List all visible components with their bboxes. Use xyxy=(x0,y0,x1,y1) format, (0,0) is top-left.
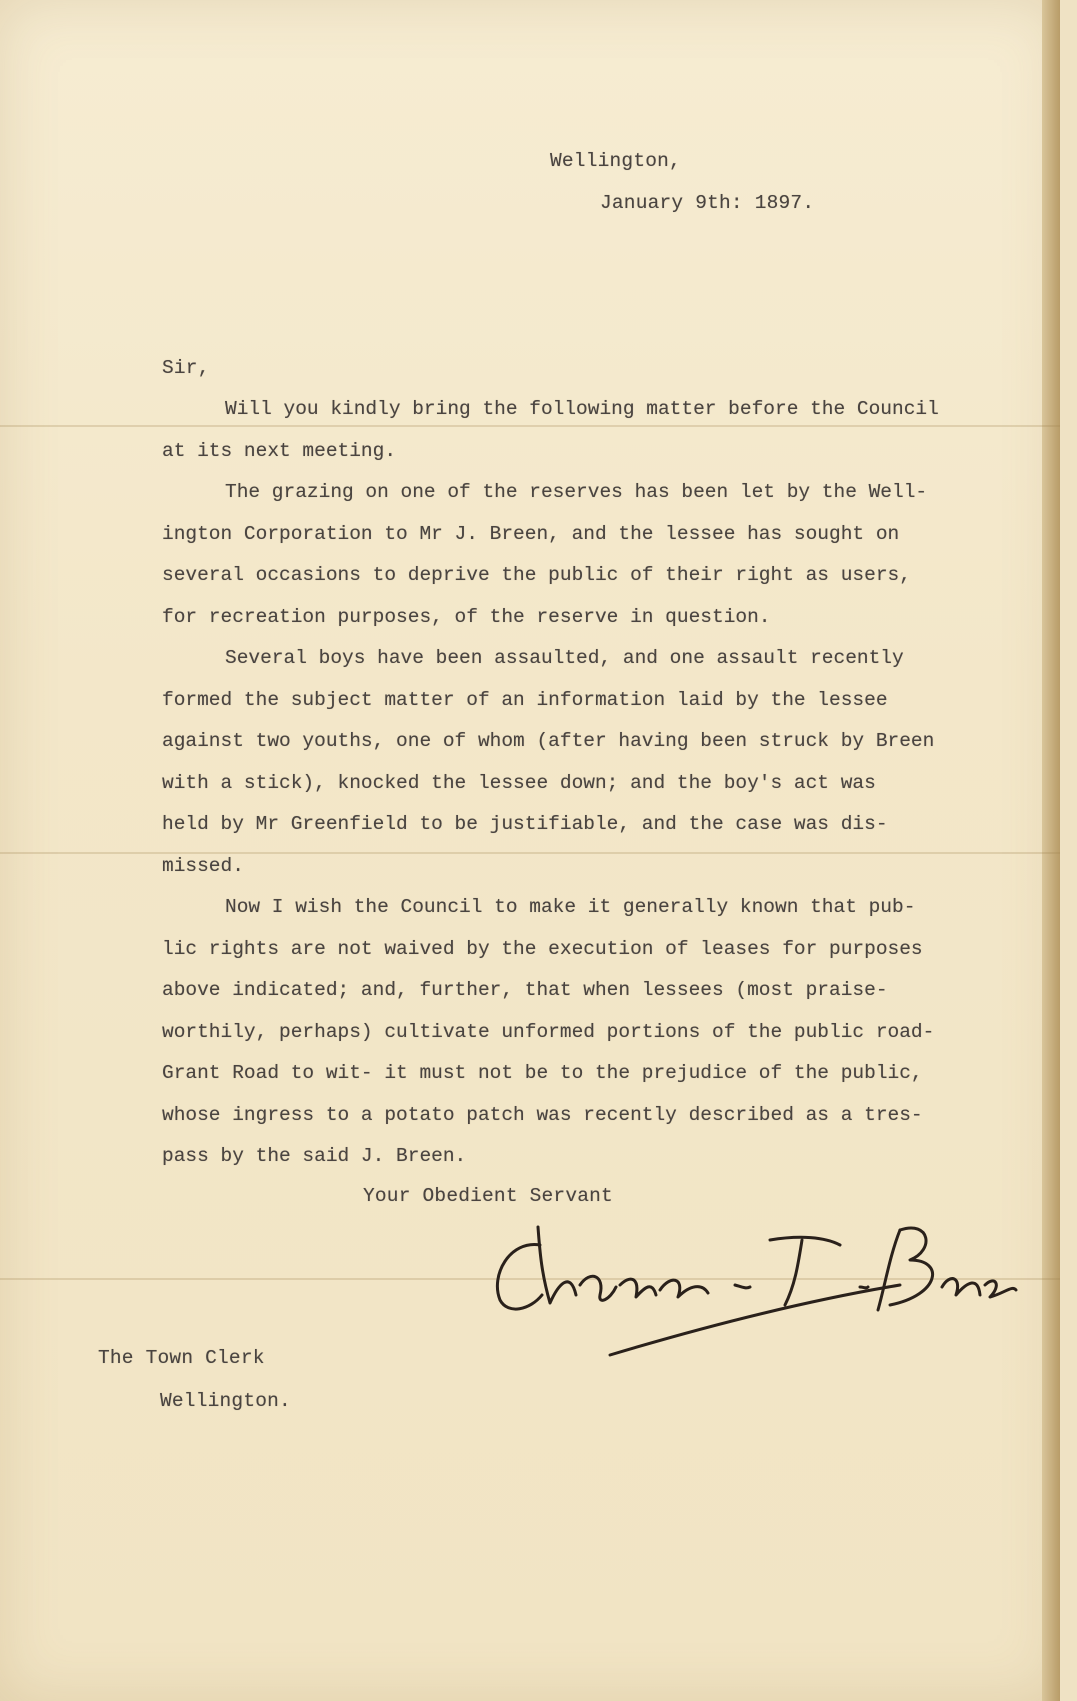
body-line: at its next meeting. xyxy=(162,439,397,462)
body-line: several occasions to deprive the public of their right as users, xyxy=(162,564,911,586)
body-line: with a stick), knocked the lessee down; and the boy's act was xyxy=(162,771,876,794)
paper-edge xyxy=(1042,0,1060,1701)
letter-date: January 9th: 1897. xyxy=(600,192,815,214)
body-line: worthily, perhaps) cultivate unformed portions of the public road- xyxy=(162,1020,935,1043)
addressee-title: The Town Clerk xyxy=(98,1347,265,1369)
body-line: Several boys have been assaulted, and one assault recently xyxy=(225,647,904,669)
body-line: above indicated; and, further, that when lessees (most praise- xyxy=(162,979,888,1001)
body-line: The grazing on one of the reserves has been let by the Well- xyxy=(225,481,928,503)
closing: Your Obedient Servant xyxy=(363,1185,613,1207)
addressee-place: Wellington. xyxy=(160,1390,291,1412)
letter-body xyxy=(162,389,992,1178)
body-line: whose ingress to a potato patch was recently described as a tres- xyxy=(162,1103,923,1126)
body-line: missed. xyxy=(162,854,244,877)
body-line: pass by the said J. Breen. xyxy=(162,1145,467,1167)
body-line: Will you kindly bring the following matter before the Council xyxy=(225,398,939,420)
body-line: ington Corporation to Mr J. Breen, and the lessee has sought on xyxy=(162,522,900,545)
body-line: lic rights are not waived by the execution of leases for purposes xyxy=(162,937,923,960)
body-line: against two youths, one of whom (after having been struck by Breen xyxy=(162,730,935,752)
letter-place: Wellington, xyxy=(550,150,681,172)
body-line: held by Mr Greenfield to be justifiable, and the case was dis- xyxy=(162,813,888,835)
body-line: formed the subject matter of an information laid by the lessee xyxy=(162,688,888,711)
salutation: Sir, xyxy=(162,357,210,379)
body-line: for recreation purposes, of the reserve in question. xyxy=(162,605,771,628)
handwritten-signature xyxy=(480,1215,1020,1365)
body-line: Now I wish the Council to make it generally known that pub- xyxy=(225,896,916,918)
body-line: Grant Road to wit- it must not be to the prejudice of the public, xyxy=(162,1062,923,1084)
